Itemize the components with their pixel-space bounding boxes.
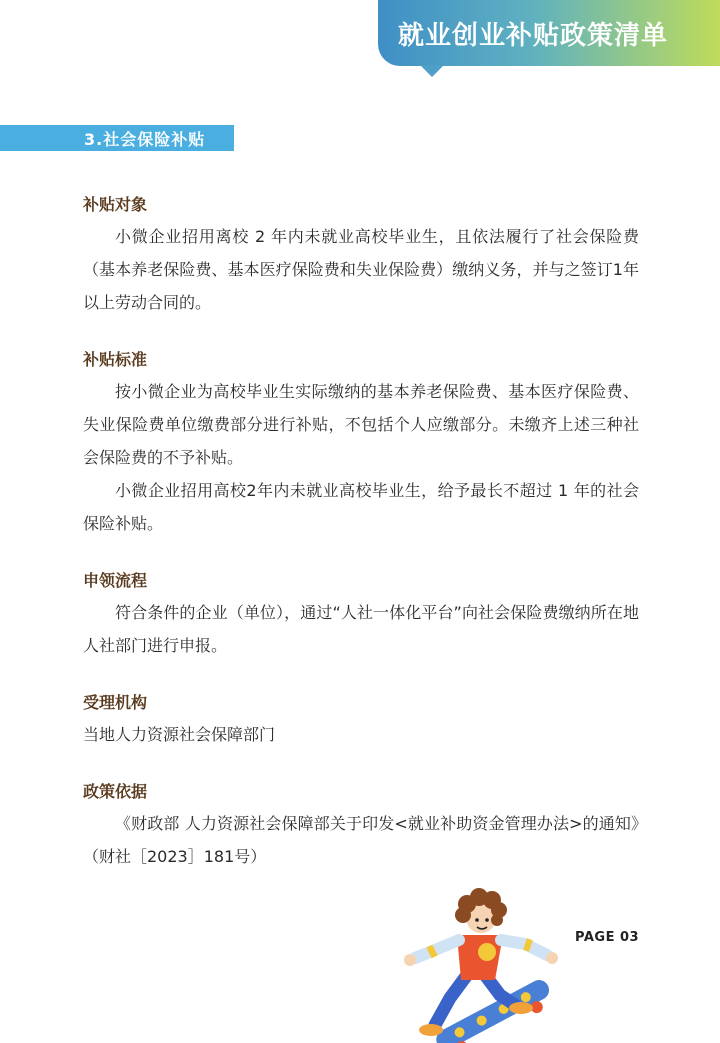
section-title: 3.社会保险补贴 bbox=[84, 130, 206, 149]
heading-standard: 补贴标准 bbox=[83, 350, 148, 369]
block-standard bbox=[83, 345, 639, 540]
block-agency bbox=[83, 688, 639, 751]
heading-process: 申领流程 bbox=[83, 571, 148, 590]
heading-basis: 政策依据 bbox=[83, 782, 148, 801]
block-basis bbox=[83, 777, 639, 873]
skateboarder-illustration-icon bbox=[395, 880, 575, 1043]
para-process: 符合条件的企业（单位），通过“人社一体化平台”向社会保险费缴纳所在地人社部门进行申报。 bbox=[83, 603, 639, 655]
para-standard-1: 按小微企业为高校毕业生实际缴纳的基本养老保险费、基本医疗保险费、失业保险费单位缴费部分进行补贴，不包括个人应缴部分。未缴齐上述三种社会保险费的不予补贴。 bbox=[83, 382, 639, 467]
content bbox=[83, 190, 639, 899]
header-banner bbox=[378, 0, 720, 66]
para-basis: 《财政部 人力资源社会保障部关于印发<就业补助资金管理办法>的通知》（财社［2023］181号） bbox=[83, 814, 639, 866]
heading-target: 补贴对象 bbox=[83, 195, 148, 214]
block-process bbox=[83, 566, 639, 662]
page-title: 就业创业补贴政策清单 bbox=[398, 21, 669, 51]
heading-agency: 受理机构 bbox=[83, 693, 148, 712]
section-bar bbox=[0, 125, 234, 151]
block-target bbox=[83, 190, 639, 319]
banner-notch bbox=[420, 65, 444, 77]
para-standard-2: 小微企业招用高校2年内未就业高校毕业生，给予最长不超过 1 年的社会保险补贴。 bbox=[83, 481, 639, 533]
para-agency: 当地人力资源社会保障部门 bbox=[83, 725, 276, 744]
page-number: PAGE 03 bbox=[575, 930, 640, 945]
para-target: 小微企业招用离校 2 年内未就业高校毕业生，且依法履行了社会保险费（基本养老保险费、基本医疗保险费和失业保险费）缴纳义务，并与之签订1年以上劳动合同的。 bbox=[83, 227, 639, 312]
